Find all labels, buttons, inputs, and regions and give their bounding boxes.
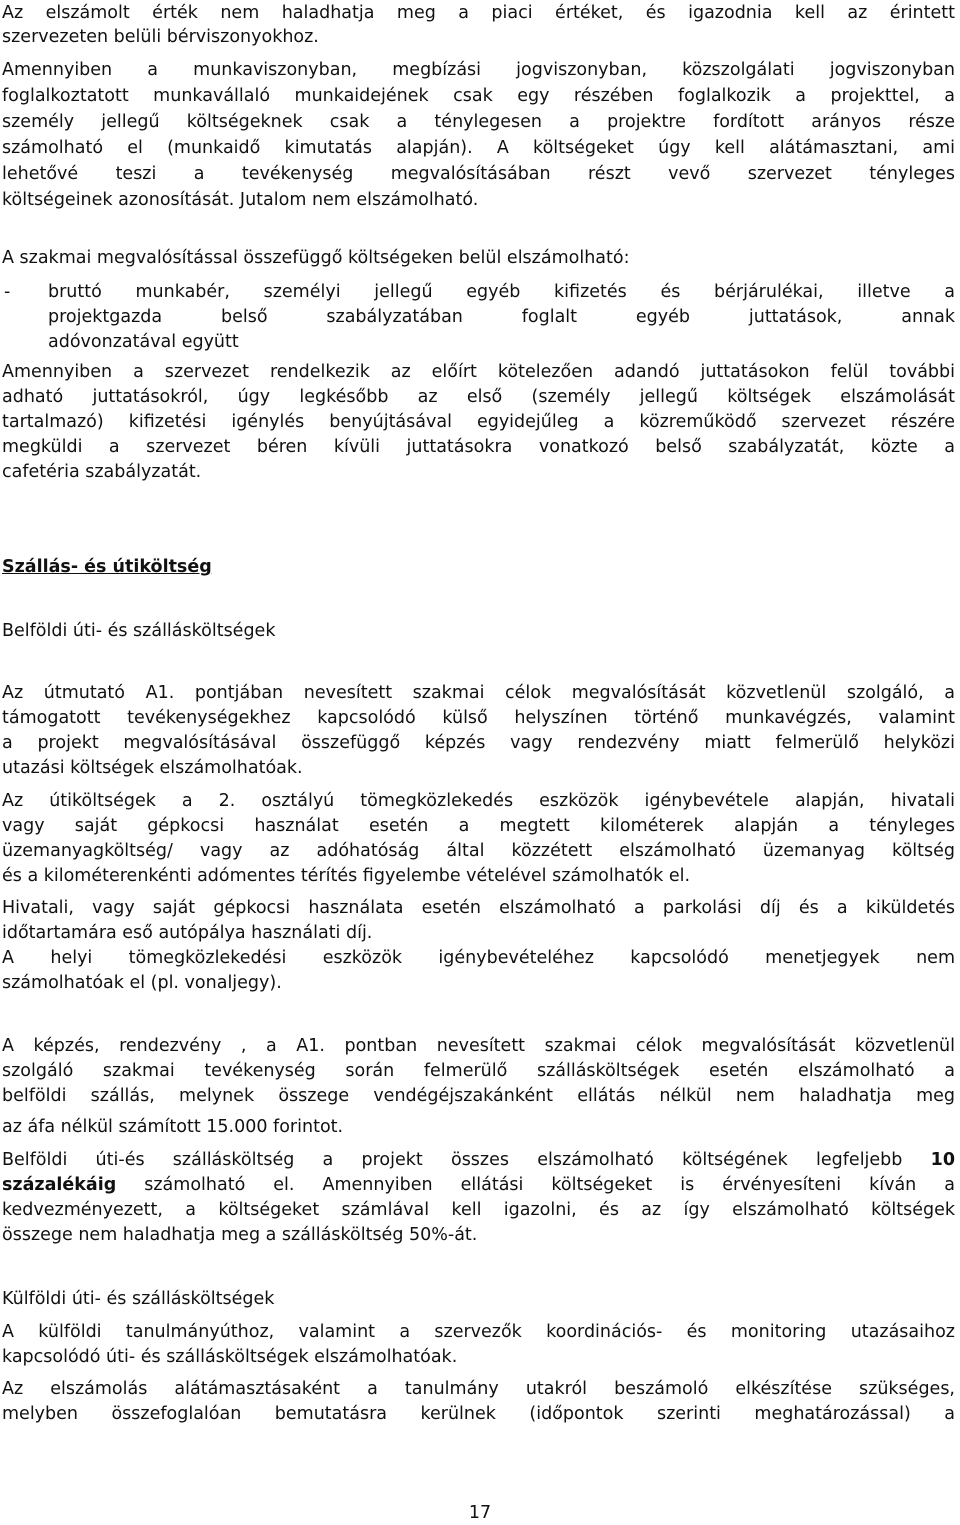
bold-emphasis: százalékáig bbox=[2, 1175, 117, 1195]
text-line: A külföldi tanulmányúthoz, valamint a szervezők koordinációs- és monitoring utazásaihoz bbox=[2, 1322, 955, 1342]
list-bullet: - bbox=[4, 282, 11, 302]
text-line: számolható el (munkaidő kimutatás alapján). A költségeket úgy kell alátámasztani, ami bbox=[2, 138, 955, 158]
text-line: megküldi a szervezet béren kívüli juttatásokra vonatkozó belső szabályzatát, közte a bbox=[2, 437, 955, 457]
text-line: Belföldi úti-és szállásköltség a projekt összes elszámolható költségének legfeljebb 10 bbox=[2, 1150, 955, 1170]
text-line: Az útiköltségek a 2. osztályú tömegközlekedés eszközök igénybevétele alapján, hivatali bbox=[2, 791, 955, 811]
text-line: Amennyiben a munkaviszonyban, megbízási jogviszonyban, közszolgálati jogviszonyban bbox=[2, 60, 955, 80]
page-number: 17 bbox=[468, 1503, 492, 1523]
text-line: személy jellegű költségeknek csak a ténylegesen a projektre fordított arányos része bbox=[2, 112, 955, 132]
section-heading: Szállás- és útiköltség bbox=[2, 557, 212, 577]
text-line: az áfa nélkül számított 15.000 forintot. bbox=[2, 1117, 344, 1137]
text-line: vagy saját gépkocsi használat esetén a megtett kilométerek alapján a tényleges bbox=[2, 816, 955, 836]
text-line: szolgáló szakmai tevékenység során felmerülő szállásköltségek esetén elszámolható a bbox=[2, 1061, 955, 1081]
text-line: foglalkoztatott munkavállaló munkaidejének csak egy részében foglalkozik a projekttel, a bbox=[2, 86, 955, 106]
text-line: időtartamára eső autópálya használati díj. bbox=[2, 923, 373, 943]
text-line: Az elszámolt érték nem haladhatja meg a piaci értéket, és igazodnia kell az érintett bbox=[2, 3, 955, 23]
text-line: Az útmutató A1. pontjában nevesített szakmai célok megvalósítását közvetlenül szolgáló, a bbox=[2, 683, 955, 703]
list-item-line: bruttó munkabér, személyi jellegű egyéb kifizetés és bérjárulékai, illetve a bbox=[48, 282, 955, 302]
subsection-heading: Belföldi úti- és szállásköltségek bbox=[2, 621, 276, 641]
bold-emphasis: 10 bbox=[930, 1150, 955, 1170]
list-item-line: adóvonzatával együtt bbox=[48, 332, 239, 352]
list-item-line: projektgazda belső szabályzatában foglalt egyéb juttatások, annak bbox=[48, 307, 955, 327]
text-line: számolhatóak el (pl. vonaljegy). bbox=[2, 973, 282, 993]
text-line: melyben összefoglalóan bemutatásra kerülnek (időpontok szerinti meghatározással) a bbox=[2, 1404, 955, 1424]
text-line: százalékáig számolható el. Amennyiben ellátási költségeket is érvényesíteni kíván a bbox=[2, 1175, 955, 1195]
text-line: A szakmai megvalósítással összefüggő költségeken belül elszámolható: bbox=[2, 248, 630, 268]
text-line: A helyi tömegközlekedési eszközök igénybevételéhez kapcsolódó menetjegyek nem bbox=[2, 948, 955, 968]
text-line: összege nem haladhatja meg a szállásköltség 50%-át. bbox=[2, 1225, 478, 1245]
text-line: belföldi szállás, melynek összege vendégéjszakánként ellátás nélkül nem haladhatja meg bbox=[2, 1086, 955, 1106]
text-line: cafetéria szabályzatát. bbox=[2, 462, 202, 482]
text-line: adható juttatásokról, úgy legkésőbb az első (személy jellegű költségek elszámolását bbox=[2, 387, 955, 407]
subsection-heading: Külföldi úti- és szállásköltségek bbox=[2, 1289, 275, 1309]
text-line: költségeinek azonosítását. Jutalom nem elszámolható. bbox=[2, 190, 479, 210]
text-line: szervezeten belüli bérviszonyokhoz. bbox=[2, 27, 319, 47]
text-line: utazási költségek elszámolhatóak. bbox=[2, 758, 303, 778]
text-line: Amennyiben a szervezet rendelkezik az előírt kötelezően adandó juttatásokon felül további bbox=[2, 362, 955, 382]
text-line: és a kilométerenkénti adómentes térítés figyelembe vételével számolhatók el. bbox=[2, 866, 691, 886]
text-line: kapcsolódó úti- és szállásköltségek elszámolhatóak. bbox=[2, 1347, 458, 1367]
text-line: Az elszámolás alátámasztásaként a tanulmány utakról beszámoló elkészítése szükséges, bbox=[2, 1379, 955, 1399]
text-line: tartalmazó) kifizetési igénylés benyújtásával egyidejűleg a közreműködő szervezet részére bbox=[2, 412, 955, 432]
text-line: A képzés, rendezvény , a A1. pontban nevesített szakmai célok megvalósítását közvetlenül bbox=[2, 1036, 955, 1056]
text-line: kedvezményezett, a költségeket számlával kell igazolni, és az így elszámolható költségek bbox=[2, 1200, 955, 1220]
text-line: lehetővé teszi a tevékenység megvalósításában részt vevő szervezet tényleges bbox=[2, 164, 955, 184]
text-line: támogatott tevékenységekhez kapcsolódó külső helyszínen történő munkavégzés, valamint bbox=[2, 708, 955, 728]
text-line: üzemanyagköltség/ vagy az adóhatóság által közzétett elszámolható üzemanyag költség bbox=[2, 841, 955, 861]
text-line: Hivatali, vagy saját gépkocsi használata esetén elszámolható a parkolási díj és a kiküldetés bbox=[2, 898, 955, 918]
text-line: a projekt megvalósításával összefüggő képzés vagy rendezvény miatt felmerülő helyközi bbox=[2, 733, 955, 753]
